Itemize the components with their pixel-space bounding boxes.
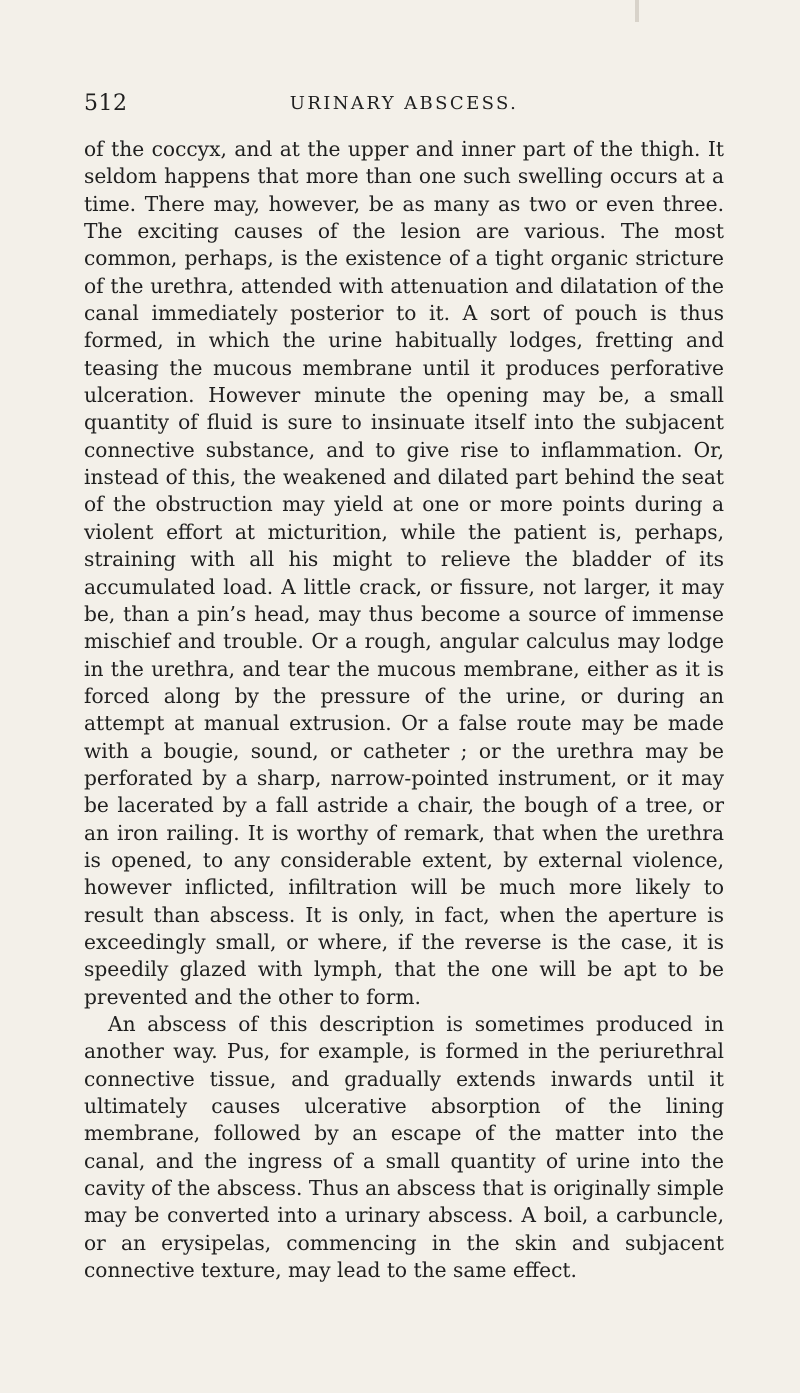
body-text [84, 136, 724, 1284]
page-margin-mark [635, 0, 639, 22]
running-title: URINARY ABSCESS. [289, 93, 519, 114]
paragraph-new: An abscess of this description is sometimes produced in another way. Pus, for example, is formed in the periurethral connective tissue, and gradually extends inwards until it ultimately causes ulcerative absorption of the lining membrane, followed by an escape of the matter into the canal, and the ingress of a small quantity of urine into the cavity of the abscess. Thus an abscess that is originally simple may be converted into a urinary abscess. A boil, a carbuncle, or an erysipelas, commencing in the skin and subjacent connective texture, may lead to the same effect. [84, 1012, 724, 1283]
paragraph-continuation: of the coccyx, and at the upper and inner part of the thigh. It seldom happens that more than one such swelling occurs at a time. There may, however, be as many as two or even three. The exciting causes of the lesion are various. The most common, perhaps, is the existence of a tight organic stricture of the urethra, attended with attenuation and dilatation of the canal immediately posterior to it. A sort of pouch is thus formed, in which the urine habitually lodges, fretting and teasing the mucous membrane until it produces perforative ulceration. However minute the opening may be, a small quantity of fluid is sure to insinuate itself into the subjacent connective substance, and to give rise to inflammation. Or, instead of this, the weakened and dilated part behind the seat of the obstruction may yield at one or more points during a violent effort at micturition, while the patient is, perhaps, straining with all his might to relieve the bladder of its accumulated load. A little crack, or fissure, not larger, it may be, than a pin’s head, may thus become a source of immense mischief and trouble. Or a rough, angular calculus may lodge in the urethra, and tear the mucous membrane, either as it is forced along by the pressure of the urine, or during an attempt at manual extrusion. Or a false route may be made with a bougie, sound, or catheter ; or the urethra may be perforated by a sharp, narrow-pointed instrument, or it may be lacerated by a fall astride a chair, the bough of a tree, or an iron railing. It is worthy of remark, that when the urethra is opened, to any considerable extent, by external violence, however inflicted, infiltration will be much more likely to result than abscess. It is only, in fact, when the aperture is exceedingly small, or where, if the reverse is the case, it is speedily glazed with lymph, that the one will be apt to be prevented and the other to form. [84, 137, 724, 1009]
page-number: 512 [84, 91, 128, 116]
running-head [84, 90, 724, 118]
